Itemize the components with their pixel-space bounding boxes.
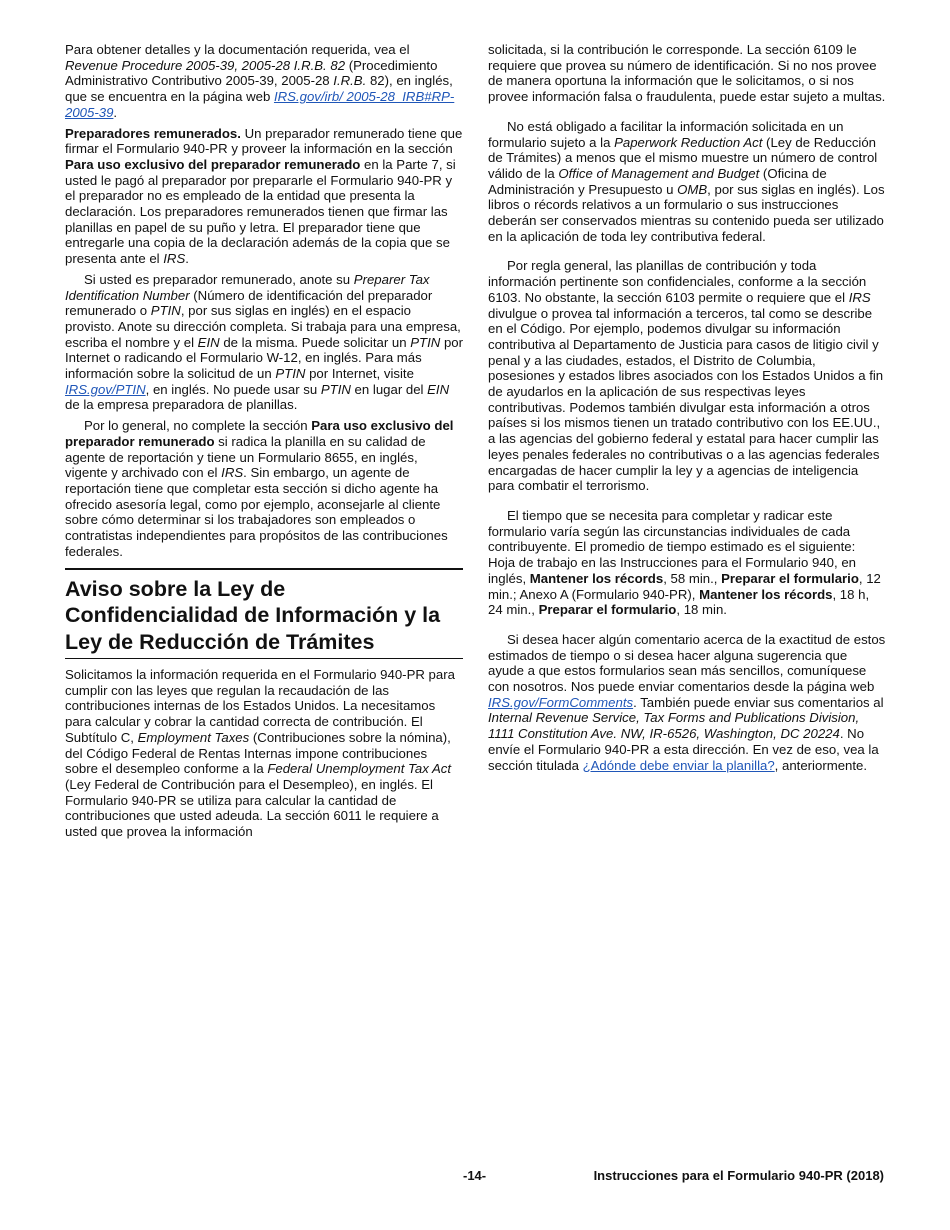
paragraph-reporting-agent: Por lo general, no complete la sección Para uso exclusivo del preparador remunerado si radica la planilla en su calidad de agente de reportación y tiene un Formulario 8655, en inglés, vigente y archivado con el IRS. Sin embargo, un agente de reportación tiene que completar esta sección si dicho agente ha ofrecido asesoría legal, como por ejemplo, aconsejarle al cliente sobre cómo determinar si los trabajadores son empleados o contratistas independientes para propósitos de las contribuciones federales. <box>65 418 454 559</box>
link-irs-ptin[interactable]: IRS.gov/PTIN <box>65 381 146 397</box>
paid-preparers-heading: Preparadores remunerados. <box>65 125 241 141</box>
paragraph-paperwork-reduction: No está obligado a facilitar la información solicitada en un formulario sujeto a la Paperwork Reduction Act (Ley de Reducción de Trámites) a menos que el mismo muestre un número de control válido de la Office of Management and Budget (Oficina de Administración y Presupuesto u OMB, por sus siglas en inglés). Los libros o récords relativos a un formulario o sus instrucciones deberán ser conservados mientras su contenido pueda ser utilizado en la aplicación de toda ley contributiva federal. <box>488 118 885 244</box>
left-column <box>65 42 463 840</box>
form-title: Instrucciones para el Formulario 940-PR (2018) <box>593 1168 884 1183</box>
link-form-comments[interactable]: IRS.gov/FormComments <box>488 694 634 710</box>
right-column <box>488 42 886 773</box>
paragraph-confidentiality: Por regla general, las planillas de contribución y toda información pertinente son confidenciales, conforme a la sección 6103. No obstante, la sección 6103 permite o requiere que el IRS divulgue o provea tal información a terceros, tal como se describe en el Código. Por ejemplo, podemos divulgar su información contributiva al Departamento de Justicia para casos de litigio civil y penal y a las ciudades, estados, el Distrito de Columbia, posesiones y estados libres asociados con los Estados Unidos a fin de ayudarlos en la aplicación de sus respectivas leyes contributivas. Podemos también divulgar esta información a otros países si los mismos tienen un tratado contributivo con los EE.UU., a las agencias del gobierno federal y estatal para hacer cumplir las leyes penales federales no contributivas o a las agencias federales encargadas de hacer cumplir la ley y a agencias de inteligencia para combatir el terrorismo. <box>488 258 884 494</box>
page-number: -14- <box>463 1168 487 1183</box>
paragraph-revenue-procedure: Para obtener detalles y la documentación requerida, vea el Revenue Procedure 2005-39, 2005-28 I.R.B. 82 (Procedimiento Administrativo Contributivo 2005-39, 2005-28 I.R.B. 82), en inglés, que se encuentra en la página web IRS.gov/irb/ 2005-28_IRB#RP-2005-39. <box>65 42 455 120</box>
paragraph-privacy-notice: Solicitamos la información requerida en el Formulario 940-PR para cumplir con las leyes que regulan la recaudación de las contribuciones internas de los Estados Unidos. La necesitamos para calcular y cobrar la cantidad correcta de contribución. El Subtítulo C, Employment Taxes (Contribuciones sobre la nómina), del Código Federal de Rentas Internas impone contribuciones sobre el desempleo conforme a la Federal Unemployment Tax Act (Ley Federal de Contribución para el Desempleo), en inglés. El Formulario 940-PR se utiliza para calcular la cantidad de contribuciones que usted adeuda. La sección 6011 le requiere a usted que provea la información <box>65 667 455 840</box>
link-where-to-file[interactable]: ¿Adónde debe enviar la planilla? <box>582 757 775 773</box>
paragraph-time-estimate: El tiempo que se necesita para completar y radicar este formulario varía según las circunstancias individuales de cada contribuyente. El promedio de tiempo estimado es el siguiente: Hoja de trabajo en las Instrucciones para el Formulario 940, en inglés, Mantener los récords, 58 min., Preparar el formulario, 12 min.; Anexo A (Formulario 940-PR), Mantener los récords, 18 h, 24 min., Preparar el formulario, 18 min. <box>488 507 881 618</box>
section-top-rule <box>65 568 463 570</box>
link-irs-irb[interactable]: IRS.gov/irb/ 2005-28_IRB#RP-2005-39 <box>65 89 455 120</box>
paragraph-comments: Si desea hacer algún comentario acerca de la exactitud de estos estimados de tiempo o si desea hacer alguna sugerencia que ayude a que estos formularios sean más sencillos, comuníquese con nosotros. Nos puede enviar comentarios desde la página web IRS.gov/FormComments. También puede enviar sus comentarios al Internal Revenue Service, Tax Forms and Publications Division, 1111 Constitution Ave. NW, IR-6526, Washington, DC 20224. No envíe el Formulario 940-PR a esta dirección. En vez de eso, vea la sección titulada ¿Adónde debe enviar la planilla?, anteriormente. <box>488 631 886 773</box>
paragraph-ptin: Si usted es preparador remunerado, anote su Preparer Tax Identification Number (Número de identificación del preparador remunerado o PTIN, por sus siglas en inglés) en el espacio provisto. Anote su dirección completa. Si trabaja para una empresa, escriba el nombre y el EIN de la misma. Puede solicitar un PTIN por Internet o radicando el Formulario W-12, en inglés. Para más información sobre la solicitud de un PTIN por Internet, visite IRS.gov/PTIN, en inglés. No puede usar su PTIN en lugar del EIN de la empresa preparadora de planillas. <box>65 271 464 413</box>
page-footer <box>0 1168 950 1188</box>
section-heading: Aviso sobre la Ley de Confidencialidad de Información y la Ley de Reducción de Trámites <box>65 576 441 654</box>
paragraph-identification-number: solicitada, si la contribución le corresponde. La sección 6109 le requiere que provea su número de identificación. Si no nos provee de manera oportuna la información que le solicitamos, o si nos provee información falsa o fraudulenta, puede estar sujeto a multas. <box>488 42 886 105</box>
section-bottom-rule <box>65 658 463 659</box>
paragraph-paid-preparers: Preparadores remunerados. Un preparador remunerado tiene que firmar el Formulario 940-PR y proveer la información en la sección Para uso exclusivo del preparador remunerado en la Parte 7, si usted le pagó al preparador por prepararle el Formulario 940-PR y el preparador no es empleado de la entidad que presenta la declaración. Los preparadores remunerados tienen que firmar las planillas en papel de su puño y letra. El preparador tiene que entregarle una copia de la declaración además de la copia que se presenta ante el IRS. <box>65 125 463 267</box>
